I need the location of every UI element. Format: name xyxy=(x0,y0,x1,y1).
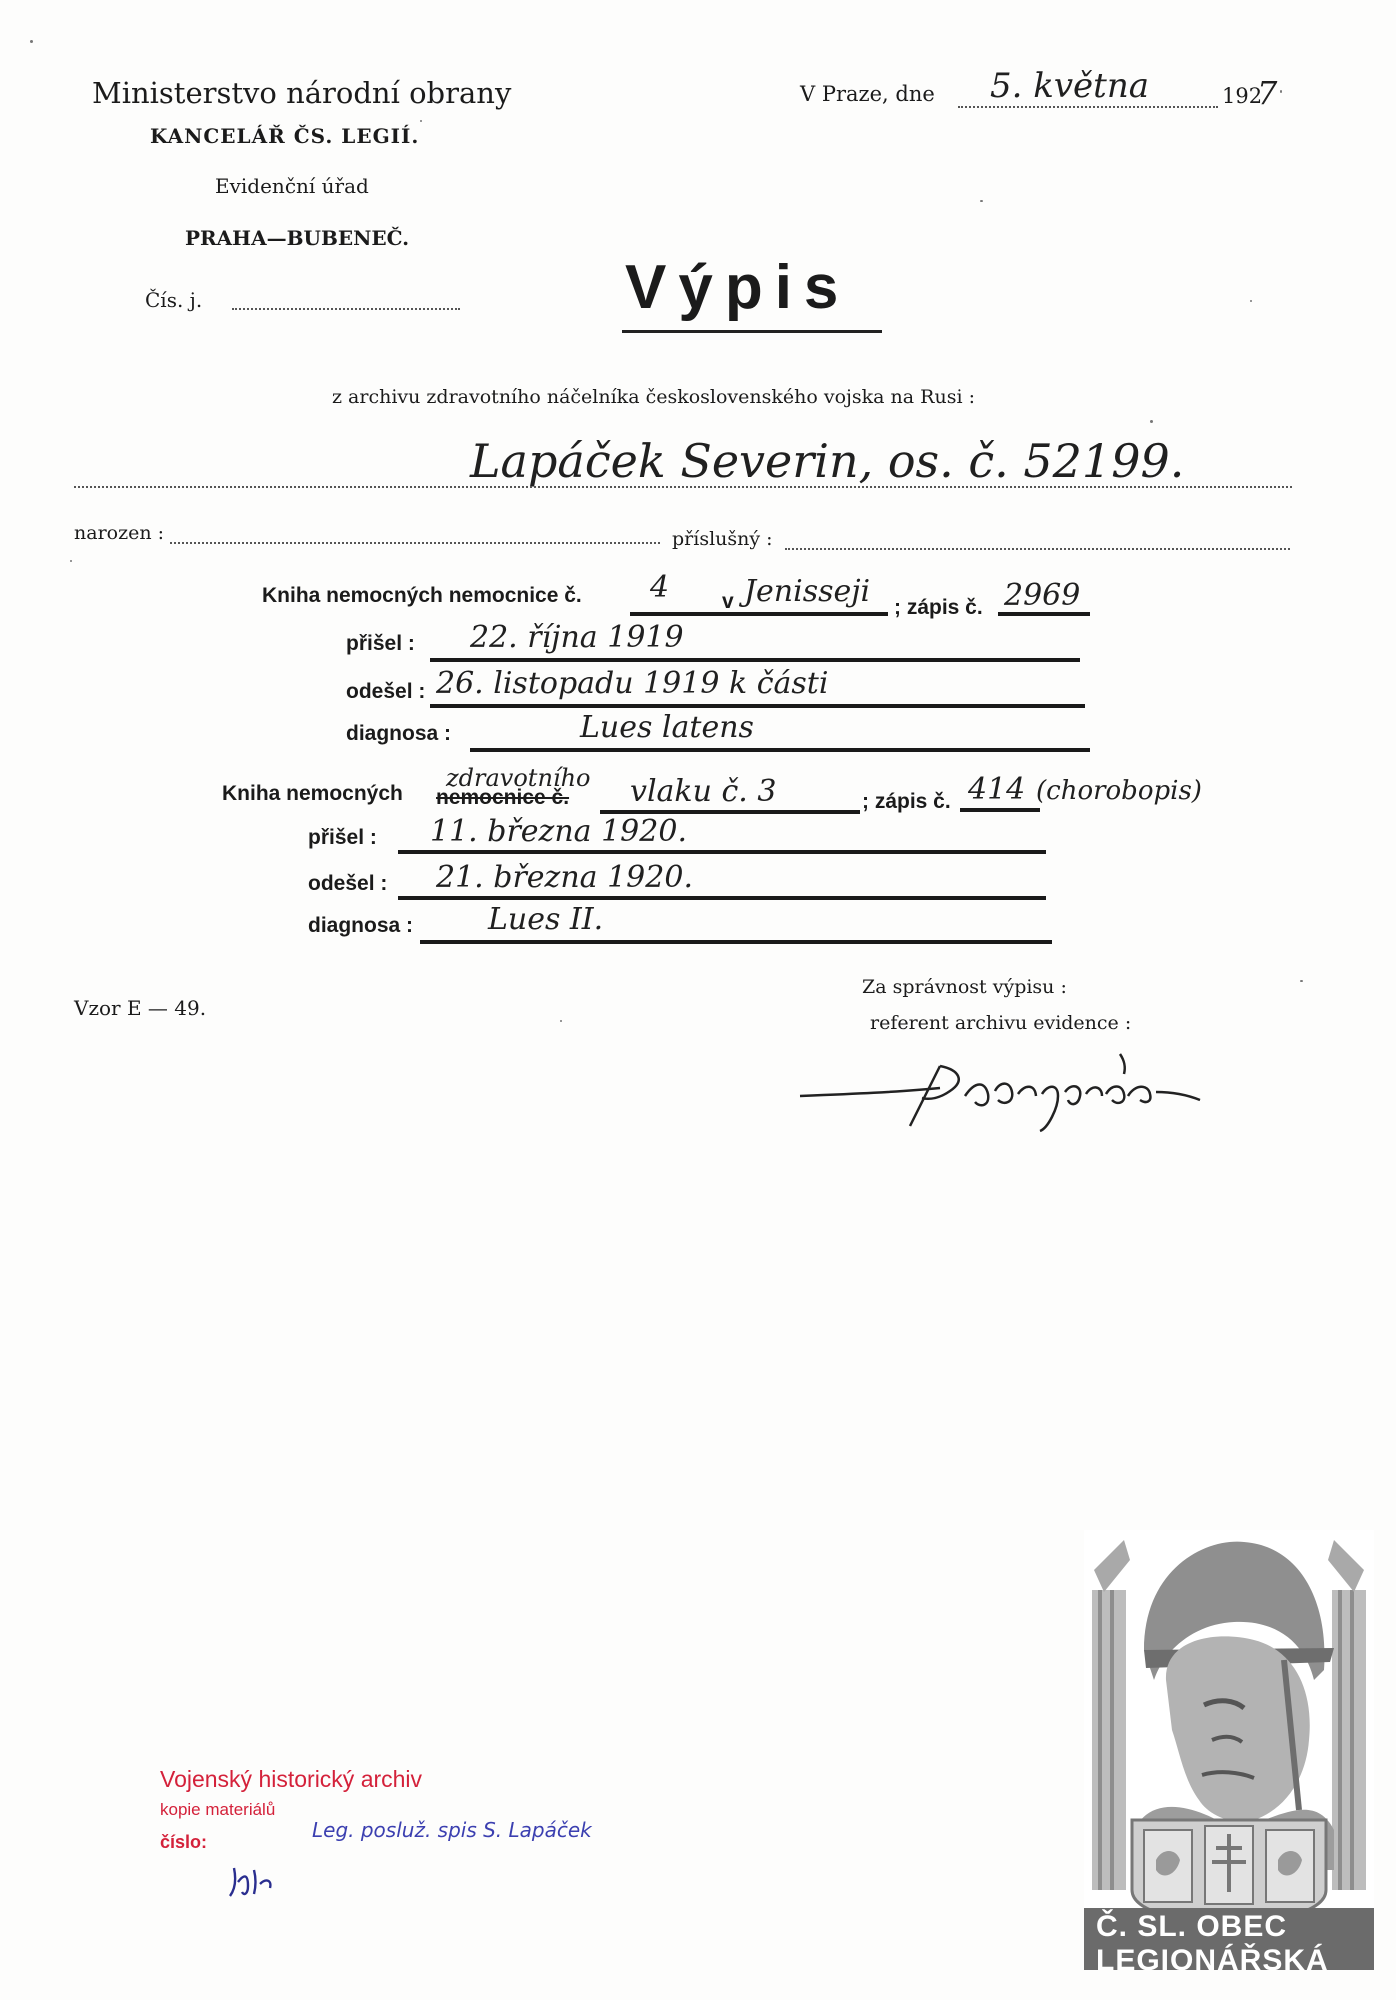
entry2-struck-text: nemocnice č. xyxy=(436,786,570,809)
entry2-inserted-text: zdravotního xyxy=(446,764,591,792)
archive-subtitle: z archivu zdravotního náčelníka československého vojska na Rusi : xyxy=(332,386,975,408)
logo-line1: Č. SL. OBEC xyxy=(1096,1910,1288,1943)
entry1-departed-line xyxy=(430,704,1085,708)
city-name: PRAHA—BUBENEČ. xyxy=(185,226,410,250)
domicile-label: příslušný : xyxy=(672,528,773,550)
entry2-book-number: vlaku č. 3 xyxy=(630,774,777,809)
entry1-entry-label: ; zápis č. xyxy=(894,596,983,619)
entry1-location-label: v xyxy=(722,590,734,613)
entry2-book-label: Kniha nemocných xyxy=(222,782,403,805)
logo-line2: LEGIONÁŘSKÁ xyxy=(1096,1944,1329,1977)
born-label: narozen : xyxy=(74,522,165,544)
date-handwritten: 5. května xyxy=(990,66,1150,106)
year-printed: 192 xyxy=(1222,84,1263,108)
entry2-departed-label: odešel : xyxy=(308,872,388,895)
place-date-label: V Praze, dne xyxy=(800,82,935,106)
date-line xyxy=(958,106,1218,108)
archive-stamp-line3: číslo: xyxy=(160,1832,208,1852)
person-name: Lapáček Severin, os. č. 52199. xyxy=(470,434,1185,488)
entry2-arrived: 11. března 1920. xyxy=(430,814,687,849)
entry2-diagnosis-line xyxy=(420,940,1052,944)
reference-label: Čís. j. xyxy=(145,288,203,312)
entry2-departed-line xyxy=(398,896,1046,900)
entry1-departed: 26. listopadu 1919 k části xyxy=(436,666,829,701)
archive-stamp-title: Vojenský historický archiv xyxy=(160,1766,423,1792)
entry2-diagnosis: Lues II. xyxy=(488,902,604,937)
archive-stamp-reference: Leg. posluž. spis S. Lapáček xyxy=(312,1818,592,1842)
archive-stamp-line2: kopie materiálů xyxy=(160,1800,276,1819)
office-name: KANCELÁŘ ČS. LEGIÍ. xyxy=(150,124,420,148)
entry1-arrived: 22. října 1919 xyxy=(470,620,684,655)
entry1-book-number: 4 xyxy=(650,570,670,605)
entry1-location: Jenisseji xyxy=(744,574,871,609)
entry2-entry-label: ; zápis č. xyxy=(862,790,951,813)
entry2-arrived-label: přišel : xyxy=(308,826,377,849)
entry1-book-label: Kniha nemocných nemocnice č. xyxy=(262,584,582,607)
entry2-entry-line xyxy=(960,808,1040,812)
entry1-diagnosis-line xyxy=(470,748,1090,752)
entry2-diagnosis-label: diagnosa : xyxy=(308,914,414,937)
entry1-departed-label: odešel : xyxy=(346,680,426,703)
archive-initials xyxy=(226,1864,286,1900)
entry2-arrived-line xyxy=(398,850,1046,854)
certification-line2: referent archivu evidence : xyxy=(870,1012,1132,1034)
entry1-arrived-line xyxy=(430,658,1080,662)
entry1-entry-line xyxy=(998,612,1090,616)
entry1-arrived-label: přišel : xyxy=(346,632,415,655)
title-underline xyxy=(622,330,882,333)
born-line xyxy=(170,542,660,544)
form-code: Vzor E — 49. xyxy=(74,996,207,1020)
signature-image xyxy=(790,1036,1210,1136)
document-title: Výpis xyxy=(625,253,851,322)
ministry-name: Ministerstvo národní obrany xyxy=(92,76,512,110)
entry1-diagnosis-label: diagnosa : xyxy=(346,722,452,745)
entry1-entry-number: 2969 xyxy=(1004,578,1081,613)
reference-line xyxy=(232,308,460,310)
entry1-diagnosis: Lues latens xyxy=(580,710,754,745)
entry2-entry-number: 414 xyxy=(968,772,1026,807)
domicile-line xyxy=(785,548,1290,550)
entry2-departed: 21. března 1920. xyxy=(436,860,693,895)
certification-line1: Za správnost výpisu : xyxy=(862,976,1067,998)
legion-logo xyxy=(1084,1530,1374,1970)
department-name: Evidenční úřad xyxy=(215,174,369,198)
entry1-book-line xyxy=(630,612,888,616)
entry2-entry-note: (chorobopis) xyxy=(1036,776,1202,806)
name-line xyxy=(74,486,1292,488)
year-handwritten: 7 xyxy=(1257,74,1278,112)
